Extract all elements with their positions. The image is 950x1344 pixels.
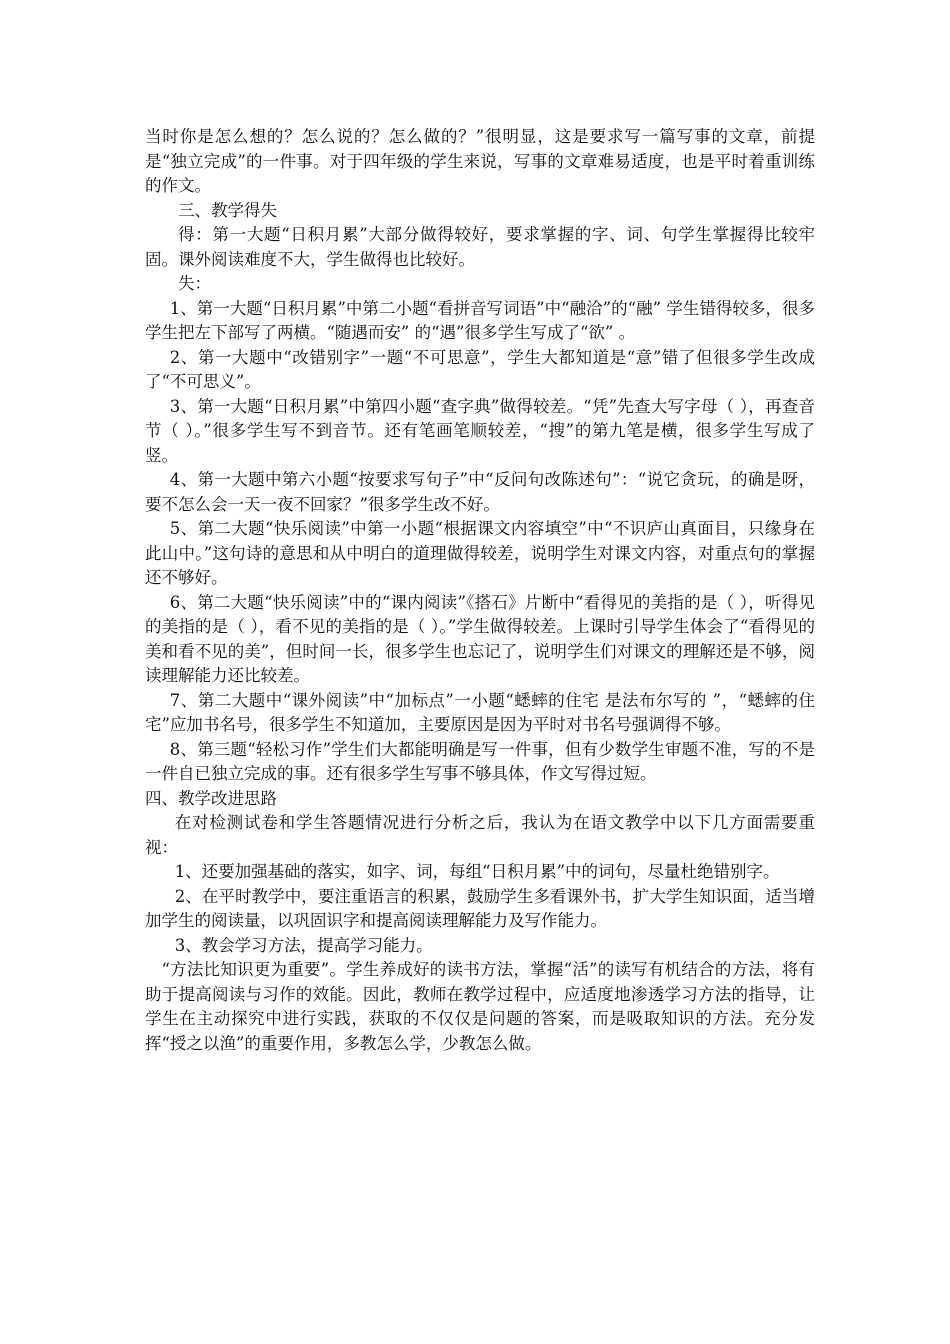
paragraph-losses-label: 失：: [178, 274, 211, 293]
section-heading-improvement: 四、教学改进思路: [145, 788, 277, 808]
document-page: [145, 125, 815, 1056]
paragraph-intro-continuation: 当时你是怎么想的？怎么说的？怎么做的？”很明显，这是要求写一篇写事的文章，前提是“独立完成”的一件事。对于四年级的学生来说，写事的文章难易适度，也是平时着重训练的作文。: [145, 127, 815, 195]
section-heading-teaching-gains-losses: 三、教学得失: [178, 200, 277, 220]
list-item-loss-5: 5、第二大题“快乐阅读”中第一小题“根据课文内容填空”中“不识庐山真面目，只缘身在此山中。”这句诗的意思和从中明白的道理做得较差，说明学生对课文内容，对重点句的掌握还不够好。: [145, 519, 815, 587]
list-item-loss-8: 8、第三题“轻松习作”学生们大都能明确是写一件事，但有少数学生审题不准，写的不是一件自已独立完成的事。还有很多学生写事不够具体，作文写得过短。: [145, 739, 815, 783]
list-item-improvement-1: 1、还要加强基础的落实，如字、词，每组“日积月累”中的词句，尽量杜绝错别字。: [174, 862, 780, 881]
list-item-loss-6: 6、第二大题“快乐阅读”中的“课内阅读”《搭石》片断中“看得见的美指的是（ ），听得见的美指的是（ ），看不见的美指的是（ ）。”学生做得较差。上课时引导学生体会了“看得见的美和看不见的美”，但时间一长，很多学生也忘记了，说明学生们对课文的理解还是不够，阅读理解能力还比较差。: [145, 592, 815, 685]
paragraph-improvement-intro: 在对检测试卷和学生答题情况进行分析之后，我认为在语文教学中以下几方面需要重视：: [145, 813, 815, 857]
paragraph-method-importance: “方法比知识更为重要”。学生养成好的读书方法，掌握“活”的读写有机结合的方法，将有助于提高阅读与习作的效能。因此，教师在教学过程中，应适度地渗透学习方法的指导，让学生在主动探究中进行实践，获取的不仅仅是问题的答案，而是吸取知识的方法。充分发挥“授之以渔”的重要作用，多教怎么学，少教怎么做。: [145, 960, 815, 1053]
list-item-loss-1: 1、第一大题“日积月累”中第二小题“看拼音写词语”中“融洽”的“融” 学生错得较多，很多学生把左下部写了两横。“随遇而安” 的“遇”很多学生写成了“欲” 。: [145, 298, 815, 342]
list-item-loss-3: 3、第一大题“日积月累”中第四小题“查字典”做得较差。“凭”先查大写字母（ ），再查音节（ ）。”很多学生写不到音节。还有笔画笔顺较差，“搜”的第九笔是横，很多学生写成了竖。: [145, 396, 815, 465]
list-item-loss-7: 7、第二大题中“课外阅读”中“加标点”一小题“蟋蟀的住宅 是法布尔写的 ”，“蟋蟀的住宅”应加书名号，很多学生不知道加，主要原因是因为平时对书名号强调得不够。: [145, 690, 815, 734]
list-item-loss-4: 4、第一大题中第六小题“按要求写句子”中“反问句改陈述句”：“说它贪玩，的确是呀，要不怎么会一天一夜不回家？”很多学生改不好。: [145, 470, 815, 514]
list-item-loss-2: 2、第一大题中“改错别字”一题“不可思意”，学生大都知道是“意”错了但很多学生改成了“不可思义”。: [145, 347, 815, 391]
list-item-improvement-3: 3、教会学习方法，提高学习能力。: [174, 935, 433, 955]
list-item-improvement-2: 2、在平时教学中，要注重语言的积累，鼓励学生多看课外书，扩大学生知识面，适当增加学生的阅读量，以巩固识字和提高阅读理解能力及写作能力。: [145, 886, 815, 930]
paragraph-gains: 得：第一大题“日积月累”大部分做得较好，要求掌握的字、词、句学生掌握得比较牢固。课外阅读难度不大，学生做得也比较好。: [145, 225, 815, 269]
